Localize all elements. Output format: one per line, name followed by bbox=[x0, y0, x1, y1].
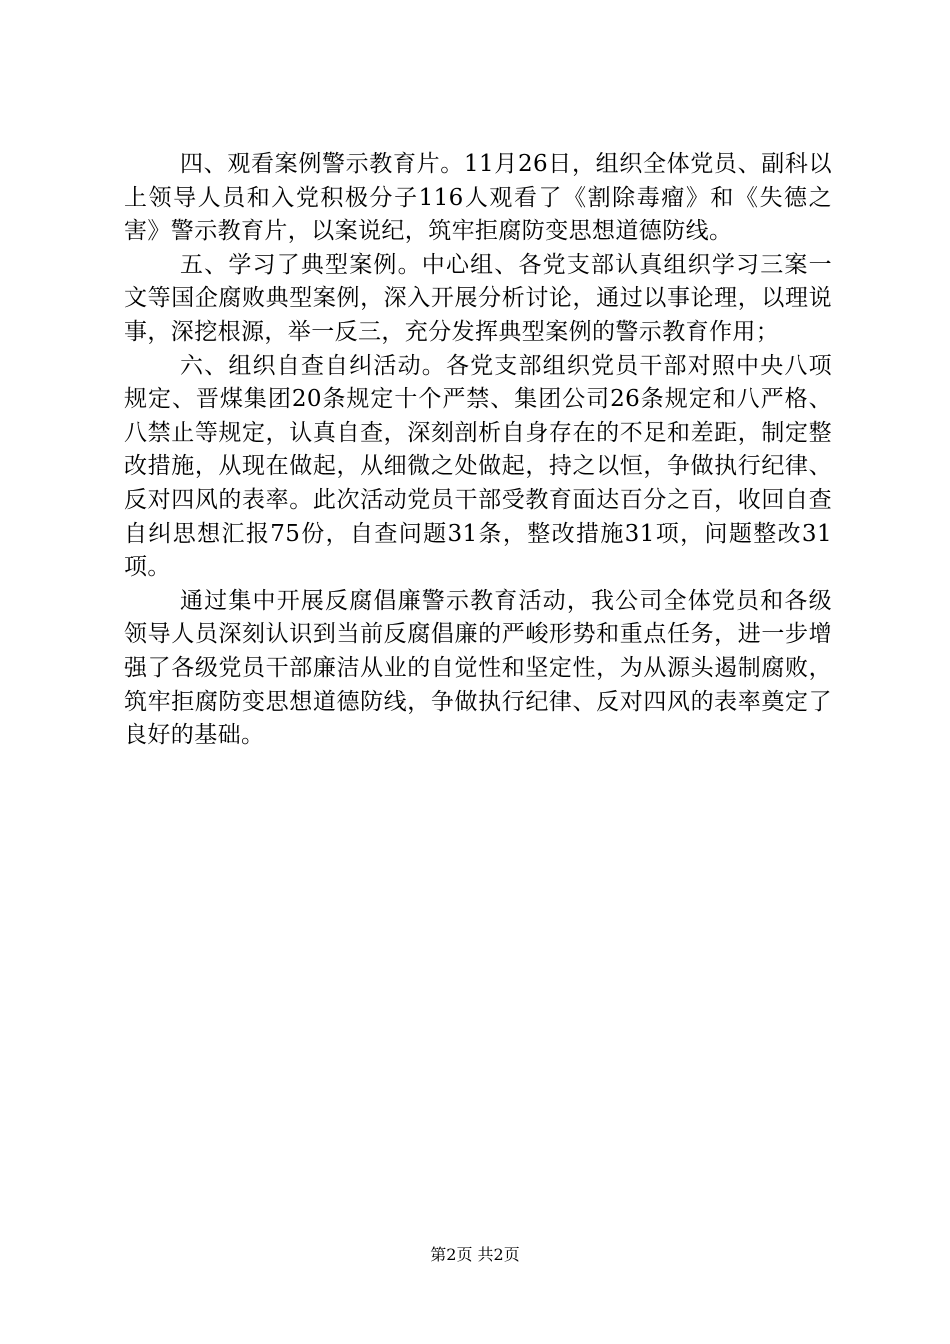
paragraph-self-inspection: 六、组织自查自纠活动。各党支部组织党员干部对照中央八项规定、晋煤集团20条规定十个严禁、集团公司26条规定和八严格、八禁止等规定，认真自查，深刻剖析自身存在的不足和差距，制定整改措施，从现在做起，从细微之处做起，持之以恒，争做执行纪律、反对四风的表率。此次活动党员干部受教育面达百分之百，收回自查自纠思想汇报75份，自查问题31条，整改措施31项，问题整改31项。 bbox=[124, 352, 832, 581]
paragraph-watch-warning-films: 四、观看案例警示教育片。11月26日，组织全体党员、副科以上领导人员和入党积极分子116人观看了《割除毒瘤》和《失德之害》警示教育片，以案说纪，筑牢拒腐防变思想道德防线。 bbox=[124, 151, 832, 245]
paragraph-conclusion: 通过集中开展反腐倡廉警示教育活动，我公司全体党员和各级领导人员深刻认识到当前反腐倡廉的严峻形势和重点任务，进一步增强了各级党员干部廉洁从业的自觉性和坚定性，为从源头遏制腐败，筑牢拒腐防变思想道德防线，争做执行纪律、反对四风的表率奠定了良好的基础。 bbox=[124, 587, 832, 749]
paragraph-study-typical-cases: 五、学习了典型案例。中心组、各党支部认真组织学习三案一文等国企腐败典型案例，深入开展分析讨论，通过以事论理，以理说事，深挖根源，举一反三，充分发挥典型案例的警示教育作用； bbox=[124, 251, 832, 345]
page-number-footer: 第2页 共2页 bbox=[430, 1245, 520, 1264]
document-body bbox=[124, 148, 832, 753]
